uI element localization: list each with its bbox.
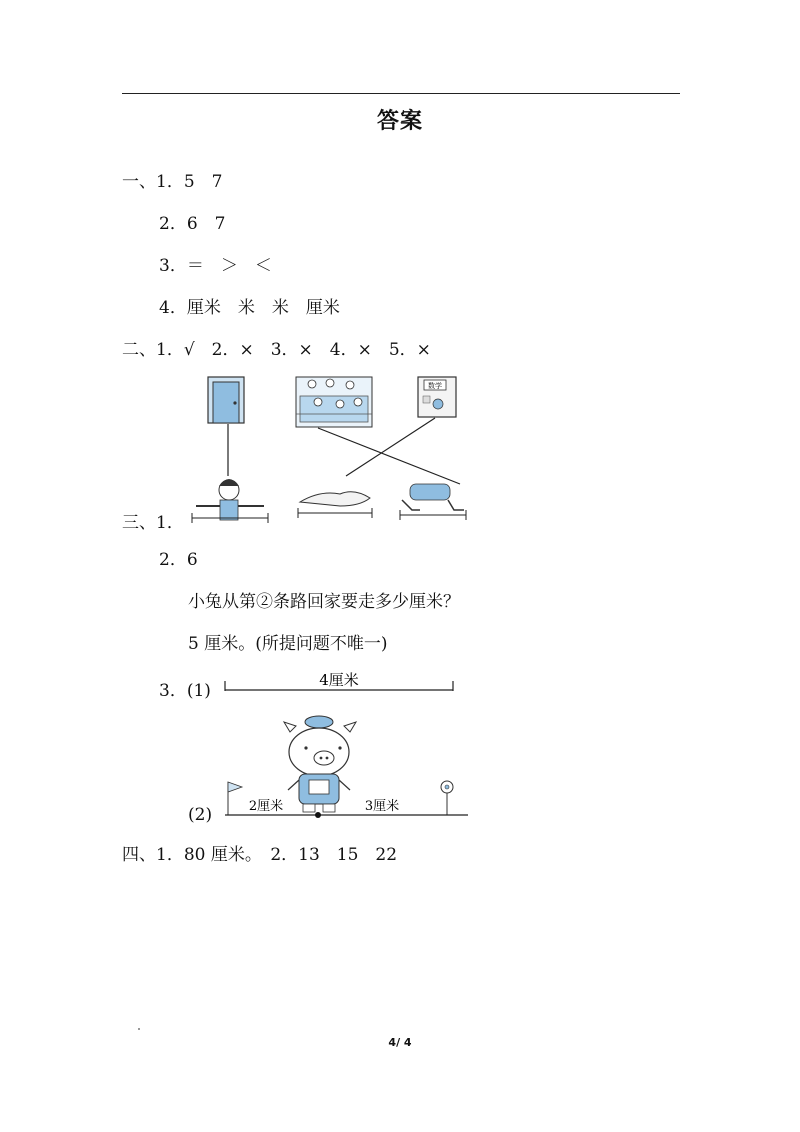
answer-section-3-answer: 5 厘米。(所提问题不唯一) (188, 634, 388, 654)
flag-icon (228, 782, 242, 815)
answer-section-3-item-3-part-1: 3．(1) (159, 681, 211, 701)
four-cm-line-segment (225, 671, 453, 691)
matching-figure (192, 377, 466, 523)
page-title: 答案 (376, 109, 423, 134)
answer-section-1-item-1: 一、1．5 7 (122, 172, 223, 192)
classroom-picture (296, 377, 372, 427)
answer-section-3-question: 小兔从第②条路回家要走多少厘米？ (188, 592, 460, 612)
answer-section-4: 四、1．80 厘米。 2．13 15 22 (122, 845, 398, 865)
answer-section-3-item-3-part-2: (2) (188, 805, 213, 825)
stride-legs-picture (400, 484, 466, 520)
book-title-label: 数学 (428, 382, 442, 390)
answer-section-1-item-3: 3．＝ ＞ ＜ (159, 256, 272, 276)
pig-position-dot (315, 812, 321, 818)
pig-picture (284, 716, 356, 812)
answer-section-3-item-1: 三、1． (122, 513, 184, 533)
answer-section-1-item-4: 4．厘米 米 米 厘米 (159, 298, 340, 318)
page-number: 4/ 4 (388, 1036, 412, 1049)
answer-section-1-item-2: 2．6 7 (159, 214, 226, 234)
page-speck (138, 1028, 140, 1030)
left-distance-label: 2厘米 (248, 799, 284, 814)
math-book-picture (418, 377, 456, 417)
answer-section-3-item-2: 2．6 (159, 550, 198, 570)
pig-distance-figure (225, 716, 468, 818)
answer-section-2: 二、1．√ 2．× 3．× 4．× 5．× (122, 340, 431, 360)
flower-icon (441, 781, 453, 815)
match-line-classroom-stride (318, 428, 460, 484)
arm-span-boy-picture (192, 479, 268, 523)
door-picture (208, 377, 244, 423)
four-cm-label: 4厘米 (319, 671, 359, 689)
hand-span-picture (298, 492, 372, 518)
right-distance-label: 3厘米 (364, 799, 400, 814)
